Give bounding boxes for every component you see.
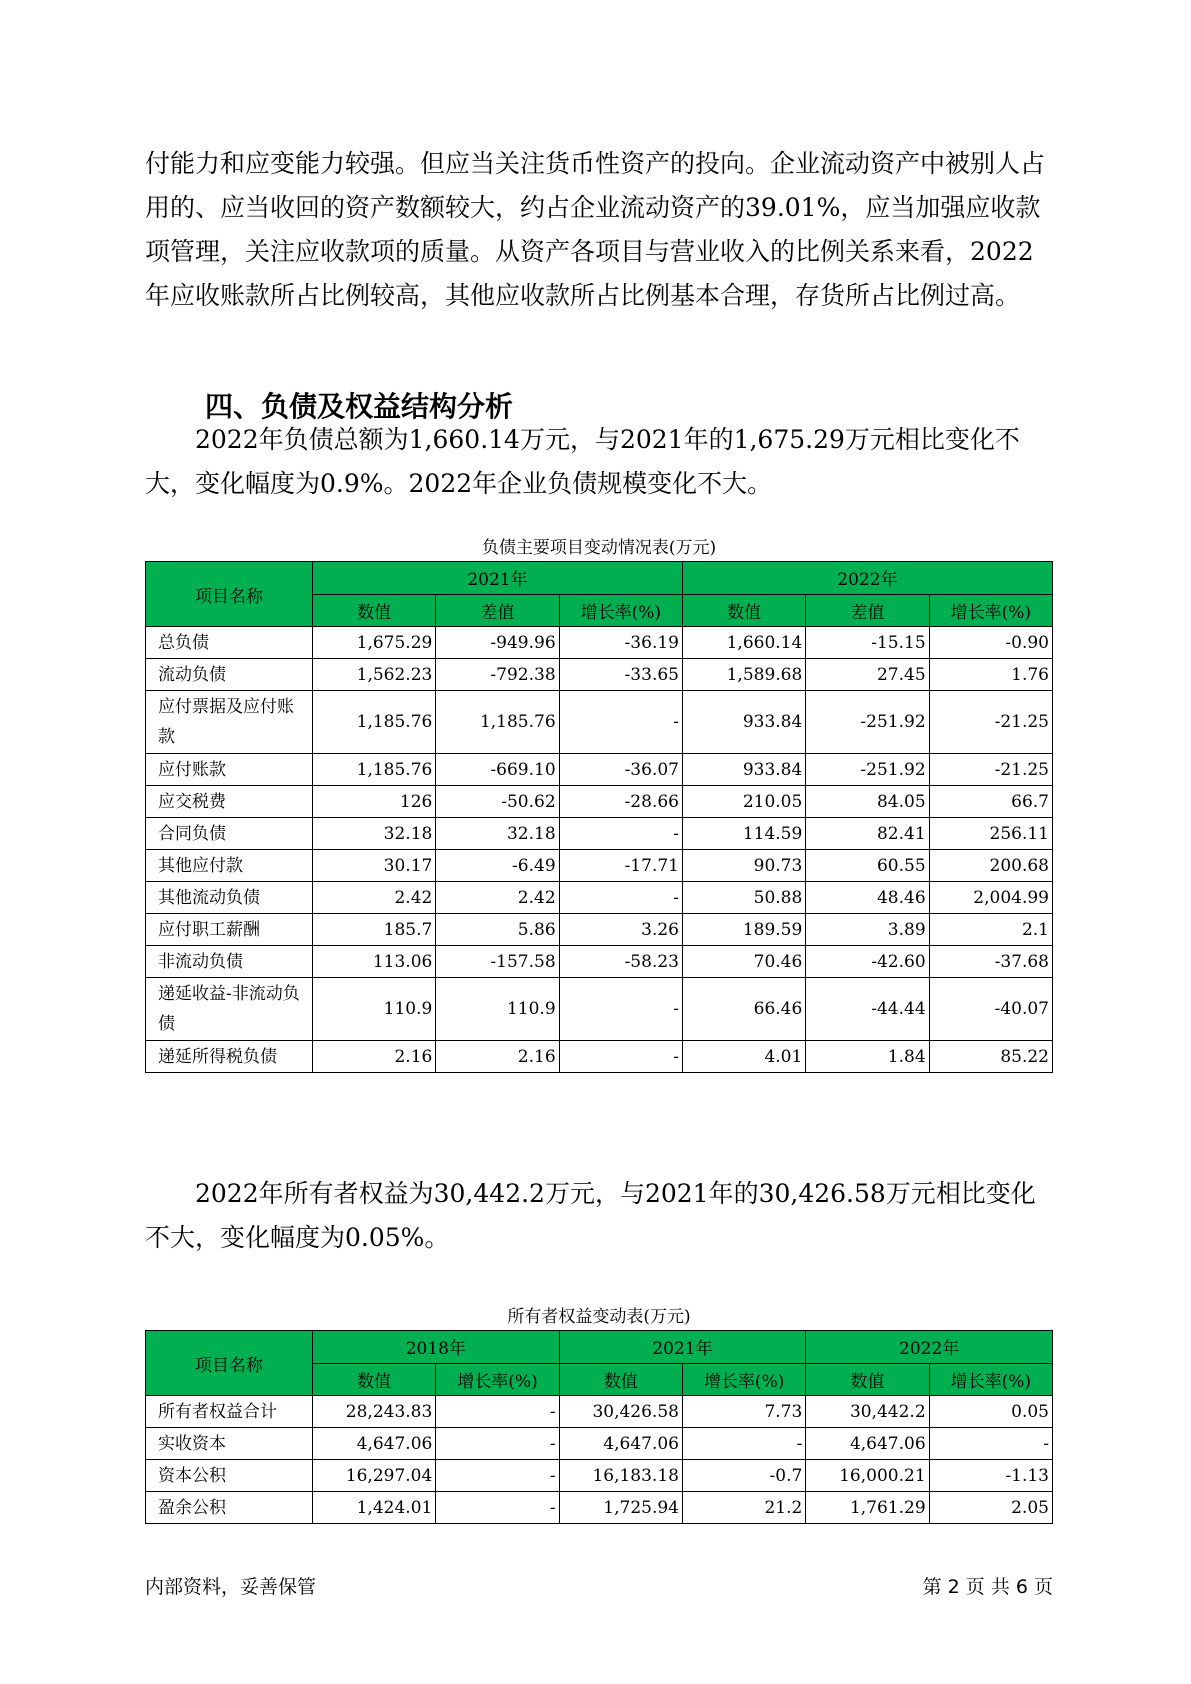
table-cell: 30.17	[313, 850, 436, 882]
table-row	[146, 882, 1053, 914]
table-cell: 66.7	[929, 786, 1052, 818]
table-row	[146, 1492, 1053, 1524]
table-cell: -	[436, 1428, 559, 1460]
row-label: 应交税费	[146, 786, 313, 818]
table-cell: -	[929, 1428, 1052, 1460]
liability-table	[145, 561, 1053, 1073]
table-row	[146, 627, 1053, 659]
column-header-year: 2022年	[806, 1331, 1053, 1364]
table-cell: 2.42	[436, 882, 559, 914]
table-cell: -	[559, 818, 682, 850]
table-cell: 4.01	[682, 1041, 805, 1073]
table-cell: 66.46	[682, 978, 805, 1041]
column-header-year: 2021年	[313, 562, 683, 595]
table-cell: -251.92	[806, 754, 929, 786]
table-cell: 110.9	[436, 978, 559, 1041]
table-row	[146, 850, 1053, 882]
table-cell: -949.96	[436, 627, 559, 659]
column-subheader: 增长率(%)	[559, 594, 682, 627]
table-cell: 933.84	[682, 691, 805, 754]
column-subheader: 差值	[436, 594, 559, 627]
row-label: 其他应付款	[146, 850, 313, 882]
table-cell: 85.22	[929, 1041, 1052, 1073]
table-cell: -0.90	[929, 627, 1052, 659]
equity-table	[145, 1330, 1053, 1524]
row-label: 资本公积	[146, 1460, 313, 1492]
section-heading: 四、负债及权益结构分析	[205, 390, 514, 423]
table-row	[146, 691, 1053, 754]
table-cell: -33.65	[559, 659, 682, 691]
table-cell: 3.26	[559, 914, 682, 946]
table-cell: 1,660.14	[682, 627, 805, 659]
table-cell: -21.25	[929, 691, 1052, 754]
column-header-year: 2018年	[313, 1331, 560, 1364]
table-cell: -17.71	[559, 850, 682, 882]
table-cell: 82.41	[806, 818, 929, 850]
column-header-year: 2021年	[559, 1331, 806, 1364]
row-label: 应付账款	[146, 754, 313, 786]
footer-note: 内部资料，妥善保管	[145, 1576, 317, 1598]
table-cell: 28,243.83	[313, 1396, 436, 1428]
table-row	[146, 978, 1053, 1041]
table-row	[146, 1396, 1053, 1428]
table-cell: 1,185.76	[313, 754, 436, 786]
table-cell: -50.62	[436, 786, 559, 818]
table-cell: 70.46	[682, 946, 805, 978]
row-label: 应付职工薪酬	[146, 914, 313, 946]
equity-table-caption: 所有者权益变动表(万元)	[507, 1307, 691, 1327]
column-header-name: 项目名称	[146, 1331, 313, 1396]
column-subheader: 数值	[806, 1363, 929, 1396]
column-subheader: 数值	[313, 594, 436, 627]
table-row	[146, 1428, 1053, 1460]
table-cell: -	[559, 1041, 682, 1073]
table-cell: -36.19	[559, 627, 682, 659]
table-cell: -	[559, 691, 682, 754]
table-row	[146, 946, 1053, 978]
table-cell: -	[682, 1428, 805, 1460]
table-row	[146, 1041, 1053, 1073]
table-cell: 7.73	[682, 1396, 805, 1428]
table-row	[146, 754, 1053, 786]
table-cell: 30,426.58	[559, 1396, 682, 1428]
table-cell: 60.55	[806, 850, 929, 882]
table-cell: 2.1	[929, 914, 1052, 946]
table-cell: 1,185.76	[313, 691, 436, 754]
column-subheader: 数值	[682, 594, 805, 627]
table-cell: 1,424.01	[313, 1492, 436, 1524]
table-cell: 185.7	[313, 914, 436, 946]
intro-paragraph: 付能力和应变能力较强。但应当关注货币性资产的投向。企业流动资产中被别人占用的、应当收回的资产数额较大，约占企业流动资产的39.01%，应当加强应收款项管理，关注应收款项的质量。从资产各项目与营业收入的比例关系来看，2022年应收账款所占比例较高，其他应收款所占比例基本合理，存货所占比例过高。	[145, 149, 1046, 310]
table-cell: 32.18	[436, 818, 559, 850]
table-cell: 16,183.18	[559, 1460, 682, 1492]
table-cell: 84.05	[806, 786, 929, 818]
table-cell: 256.11	[929, 818, 1052, 850]
table-row	[146, 818, 1053, 850]
row-label: 递延收益-非流动负债	[146, 978, 313, 1041]
table-cell: -251.92	[806, 691, 929, 754]
table-cell: -792.38	[436, 659, 559, 691]
row-label: 盈余公积	[146, 1492, 313, 1524]
table-cell: 1,562.23	[313, 659, 436, 691]
table-cell: 3.89	[806, 914, 929, 946]
column-subheader: 数值	[559, 1363, 682, 1396]
table-row	[146, 914, 1053, 946]
table-cell: 16,297.04	[313, 1460, 436, 1492]
table-cell: 4,647.06	[313, 1428, 436, 1460]
table-cell: 113.06	[313, 946, 436, 978]
table-cell: 2.42	[313, 882, 436, 914]
table-cell: -15.15	[806, 627, 929, 659]
table-row	[146, 1460, 1053, 1492]
table-cell: -1.13	[929, 1460, 1052, 1492]
table-cell: 200.68	[929, 850, 1052, 882]
table-cell: -37.68	[929, 946, 1052, 978]
table-cell: 4,647.06	[806, 1428, 929, 1460]
column-subheader: 增长率(%)	[929, 1363, 1052, 1396]
row-label: 所有者权益合计	[146, 1396, 313, 1428]
row-label: 合同负债	[146, 818, 313, 850]
column-subheader: 增长率(%)	[929, 594, 1052, 627]
table-cell: 1,185.76	[436, 691, 559, 754]
column-subheader: 数值	[313, 1363, 436, 1396]
column-subheader: 差值	[806, 594, 929, 627]
table-cell: 1,725.94	[559, 1492, 682, 1524]
table-cell: -0.7	[682, 1460, 805, 1492]
table-cell: 1,675.29	[313, 627, 436, 659]
table-cell: 1.84	[806, 1041, 929, 1073]
column-subheader: 增长率(%)	[436, 1363, 559, 1396]
table-cell: 114.59	[682, 818, 805, 850]
table-cell: -44.44	[806, 978, 929, 1041]
column-subheader: 增长率(%)	[682, 1363, 805, 1396]
table-cell: -	[559, 978, 682, 1041]
row-label: 其他流动负债	[146, 882, 313, 914]
table-cell: 27.45	[806, 659, 929, 691]
table-cell: -157.58	[436, 946, 559, 978]
liability-table-caption: 负债主要项目变动情况表(万元)	[481, 538, 717, 558]
table-cell: -40.07	[929, 978, 1052, 1041]
table-cell: 210.05	[682, 786, 805, 818]
table-cell: -	[436, 1460, 559, 1492]
table-cell: 48.46	[806, 882, 929, 914]
table-cell: 2.05	[929, 1492, 1052, 1524]
table-cell: -36.07	[559, 754, 682, 786]
row-label: 非流动负债	[146, 946, 313, 978]
table-cell: -58.23	[559, 946, 682, 978]
table-cell: 933.84	[682, 754, 805, 786]
table-cell: 1.76	[929, 659, 1052, 691]
row-label: 实收资本	[146, 1428, 313, 1460]
table-cell: 1,761.29	[806, 1492, 929, 1524]
table-cell: -42.60	[806, 946, 929, 978]
table-cell: -	[436, 1396, 559, 1428]
table-cell: 21.2	[682, 1492, 805, 1524]
column-header-name: 项目名称	[146, 562, 313, 627]
table-cell: 0.05	[929, 1396, 1052, 1428]
table-cell: 2.16	[436, 1041, 559, 1073]
table-cell: 30,442.2	[806, 1396, 929, 1428]
table-cell: 126	[313, 786, 436, 818]
table-cell: -6.49	[436, 850, 559, 882]
table-cell: -669.10	[436, 754, 559, 786]
table-cell: -28.66	[559, 786, 682, 818]
table-cell: 32.18	[313, 818, 436, 850]
table-row	[146, 786, 1053, 818]
table-cell: -21.25	[929, 754, 1052, 786]
row-label: 递延所得税负债	[146, 1041, 313, 1073]
table-cell: 90.73	[682, 850, 805, 882]
table-cell: 1,589.68	[682, 659, 805, 691]
liability-paragraph: 2022年负债总额为1,660.14万元，与2021年的1,675.29万元相比变化不大，变化幅度为0.9%。2022年企业负债规模变化不大。	[145, 425, 1020, 498]
table-cell: 2,004.99	[929, 882, 1052, 914]
table-cell: 2.16	[313, 1041, 436, 1073]
table-cell: 16,000.21	[806, 1460, 929, 1492]
table-cell: 189.59	[682, 914, 805, 946]
column-header-year: 2022年	[682, 562, 1052, 595]
row-label: 流动负债	[146, 659, 313, 691]
table-cell: 50.88	[682, 882, 805, 914]
table-cell: -	[559, 882, 682, 914]
table-cell: -	[436, 1492, 559, 1524]
table-cell: 110.9	[313, 978, 436, 1041]
table-row	[146, 659, 1053, 691]
row-label: 总负债	[146, 627, 313, 659]
table-cell: 5.86	[436, 914, 559, 946]
row-label: 应付票据及应付账款	[146, 691, 313, 754]
page-number: 第 2 页 共 6 页	[922, 1576, 1053, 1598]
table-cell: 4,647.06	[559, 1428, 682, 1460]
equity-paragraph: 2022年所有者权益为30,442.2万元，与2021年的30,426.58万元相比变化不大，变化幅度为0.05%。	[145, 1179, 1036, 1252]
